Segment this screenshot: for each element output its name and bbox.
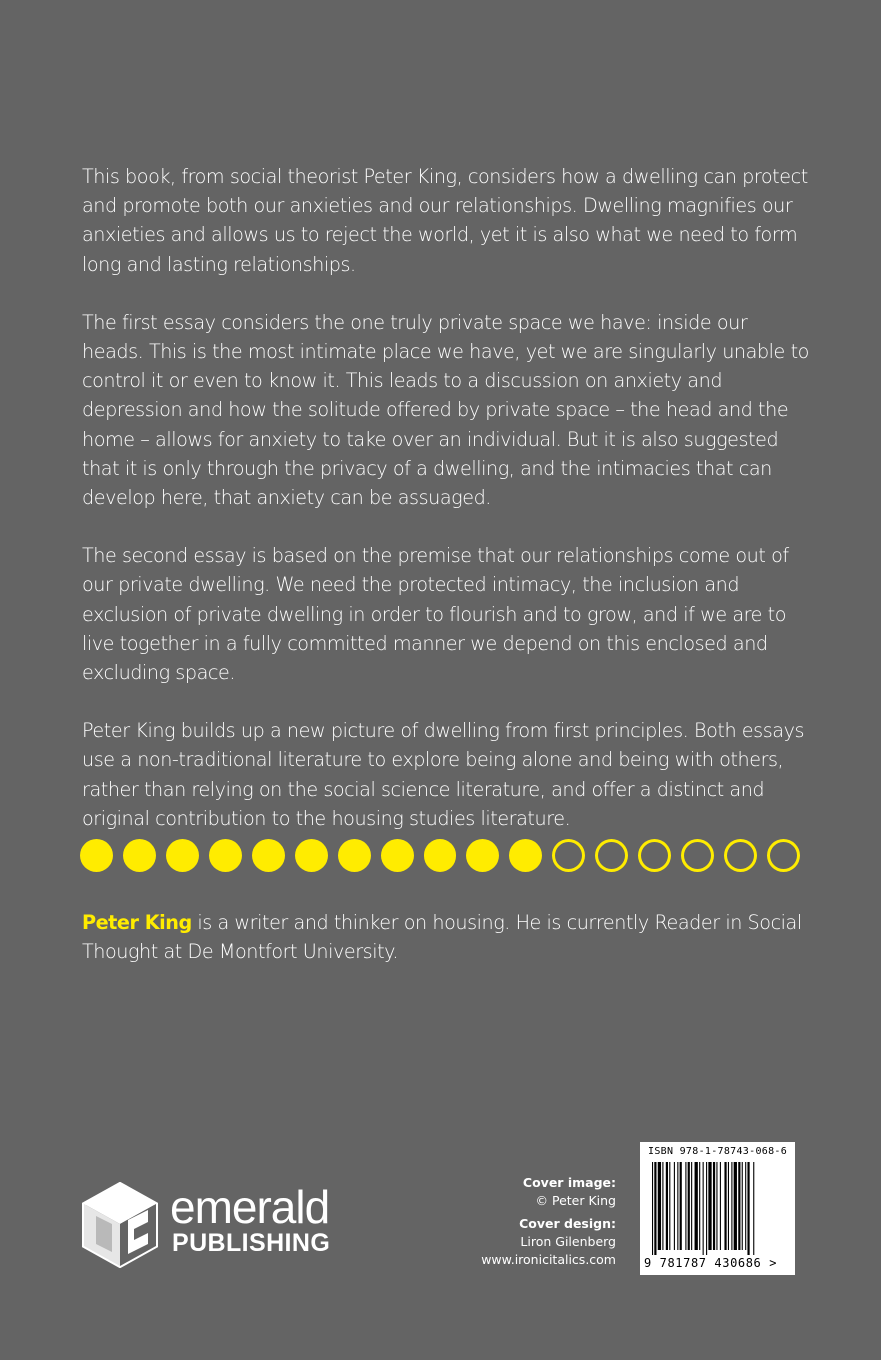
author-bio bbox=[82, 908, 802, 966]
barcode-bar bbox=[669, 1162, 670, 1250]
barcode-bar bbox=[713, 1162, 715, 1250]
book-description bbox=[82, 162, 812, 862]
barcode-bar bbox=[745, 1162, 746, 1250]
logo-subtitle: PUBLISHING bbox=[172, 1229, 331, 1257]
barcode-bar bbox=[674, 1162, 675, 1250]
isbn-label: ISBN 978-1-78743-068-6 bbox=[648, 1146, 788, 1157]
dot-filled bbox=[338, 839, 371, 872]
dot-filled bbox=[381, 839, 414, 872]
publisher-logo bbox=[82, 1182, 352, 1272]
dot-empty bbox=[681, 839, 714, 872]
dot-filled bbox=[466, 839, 499, 872]
author-bio-text: is a writer and thinker on housing. He is currently Reader in Social Thought at De Montfort University. bbox=[82, 911, 802, 964]
dot-filled bbox=[295, 839, 328, 872]
barcode-bar bbox=[724, 1162, 726, 1250]
barcode-bar bbox=[652, 1162, 653, 1255]
barcode-bar bbox=[699, 1162, 700, 1250]
dot-empty bbox=[724, 839, 757, 872]
barcode-digits: 9 781787 430686 > bbox=[644, 1256, 778, 1270]
description-paragraph-3: The second essay is based on the premise that our relationships come out of our private dwelling. We need the protected intimacy, the inclusion and exclusion of private dwelling in order to flourish and to grow, and if we are to live together in a fully committed manner we depend on this enclosed and excluding space. bbox=[82, 544, 789, 685]
logo-wordmark: emerald bbox=[170, 1181, 330, 1233]
cover-image-label: Cover image: bbox=[522, 1175, 616, 1190]
author-name: Peter King bbox=[82, 911, 192, 934]
description-paragraph-1: This book, from social theorist Peter King, considers how a dwelling can protect and promote both our anxieties and our relationships. Dwelling magnifies our anxieties and allows us to reject the world, yet it is also what we need to form long and lasting relationships. bbox=[82, 165, 808, 276]
barcode-bar bbox=[716, 1162, 717, 1250]
dot-empty bbox=[638, 839, 671, 872]
dot-filled bbox=[80, 839, 113, 872]
barcode-bar bbox=[691, 1162, 692, 1250]
cover-credits bbox=[481, 1174, 616, 1269]
cover-image-value: © Peter King bbox=[535, 1193, 616, 1208]
dot-filled bbox=[252, 839, 285, 872]
barcode-bar bbox=[706, 1162, 707, 1255]
dot-filled bbox=[509, 839, 542, 872]
barcode-bar bbox=[685, 1162, 686, 1250]
dot-filled bbox=[424, 839, 457, 872]
dot-filled bbox=[166, 839, 199, 872]
barcode-bar bbox=[658, 1162, 661, 1250]
progress-dots bbox=[80, 839, 800, 875]
emerald-logo-icon bbox=[82, 1182, 158, 1268]
isbn-barcode bbox=[640, 1142, 795, 1275]
barcode-bar bbox=[654, 1162, 656, 1255]
barcode-bar bbox=[677, 1162, 678, 1250]
barcode-bar bbox=[708, 1162, 711, 1250]
barcode-bar bbox=[738, 1162, 740, 1250]
dot-empty bbox=[767, 839, 800, 872]
dot-filled bbox=[209, 839, 242, 872]
barcode-bar bbox=[728, 1162, 729, 1250]
barcode-bars bbox=[650, 1162, 790, 1255]
barcode-bar bbox=[731, 1162, 732, 1250]
barcode-bar bbox=[666, 1162, 668, 1250]
dot-filled bbox=[123, 839, 156, 872]
barcode-bar bbox=[753, 1162, 754, 1255]
dot-empty bbox=[552, 839, 585, 872]
cover-design-value: Liron Gilenberg bbox=[520, 1234, 616, 1249]
barcode-bar bbox=[742, 1162, 743, 1250]
designer-website: www.ironicitalics.com bbox=[481, 1252, 616, 1267]
barcode-bar bbox=[703, 1162, 704, 1255]
dot-empty bbox=[595, 839, 628, 872]
barcode-bar bbox=[688, 1162, 690, 1250]
description-paragraph-4: Peter King builds up a new picture of dwelling from first principles. Both essays use a non-traditional literature to explore being alone and being with others, rather than relying on the social science literature, and offer a distinct and original contribution to the housing studies literature. bbox=[82, 719, 805, 830]
barcode-bar bbox=[695, 1162, 698, 1250]
cover-design-label: Cover design: bbox=[519, 1216, 616, 1231]
barcode-bar bbox=[734, 1162, 737, 1250]
barcode-bar bbox=[747, 1162, 749, 1255]
barcode-bar bbox=[680, 1162, 682, 1250]
barcode-bar bbox=[662, 1162, 663, 1250]
barcode-bar bbox=[720, 1162, 721, 1250]
description-paragraph-2: The first essay considers the one truly private space we have: inside our heads. This is the most intimate place we have, yet we are singularly unable to control it or even to know it. This leads to a discussion on anxiety and depression and how the solitude offered by private space – the head and the home – allows for anxiety to take over an individual. But it is also suggested that it is only through the privacy of a dwelling, and the intimacies that can develop here, that anxiety can be assuaged. bbox=[82, 310, 809, 510]
